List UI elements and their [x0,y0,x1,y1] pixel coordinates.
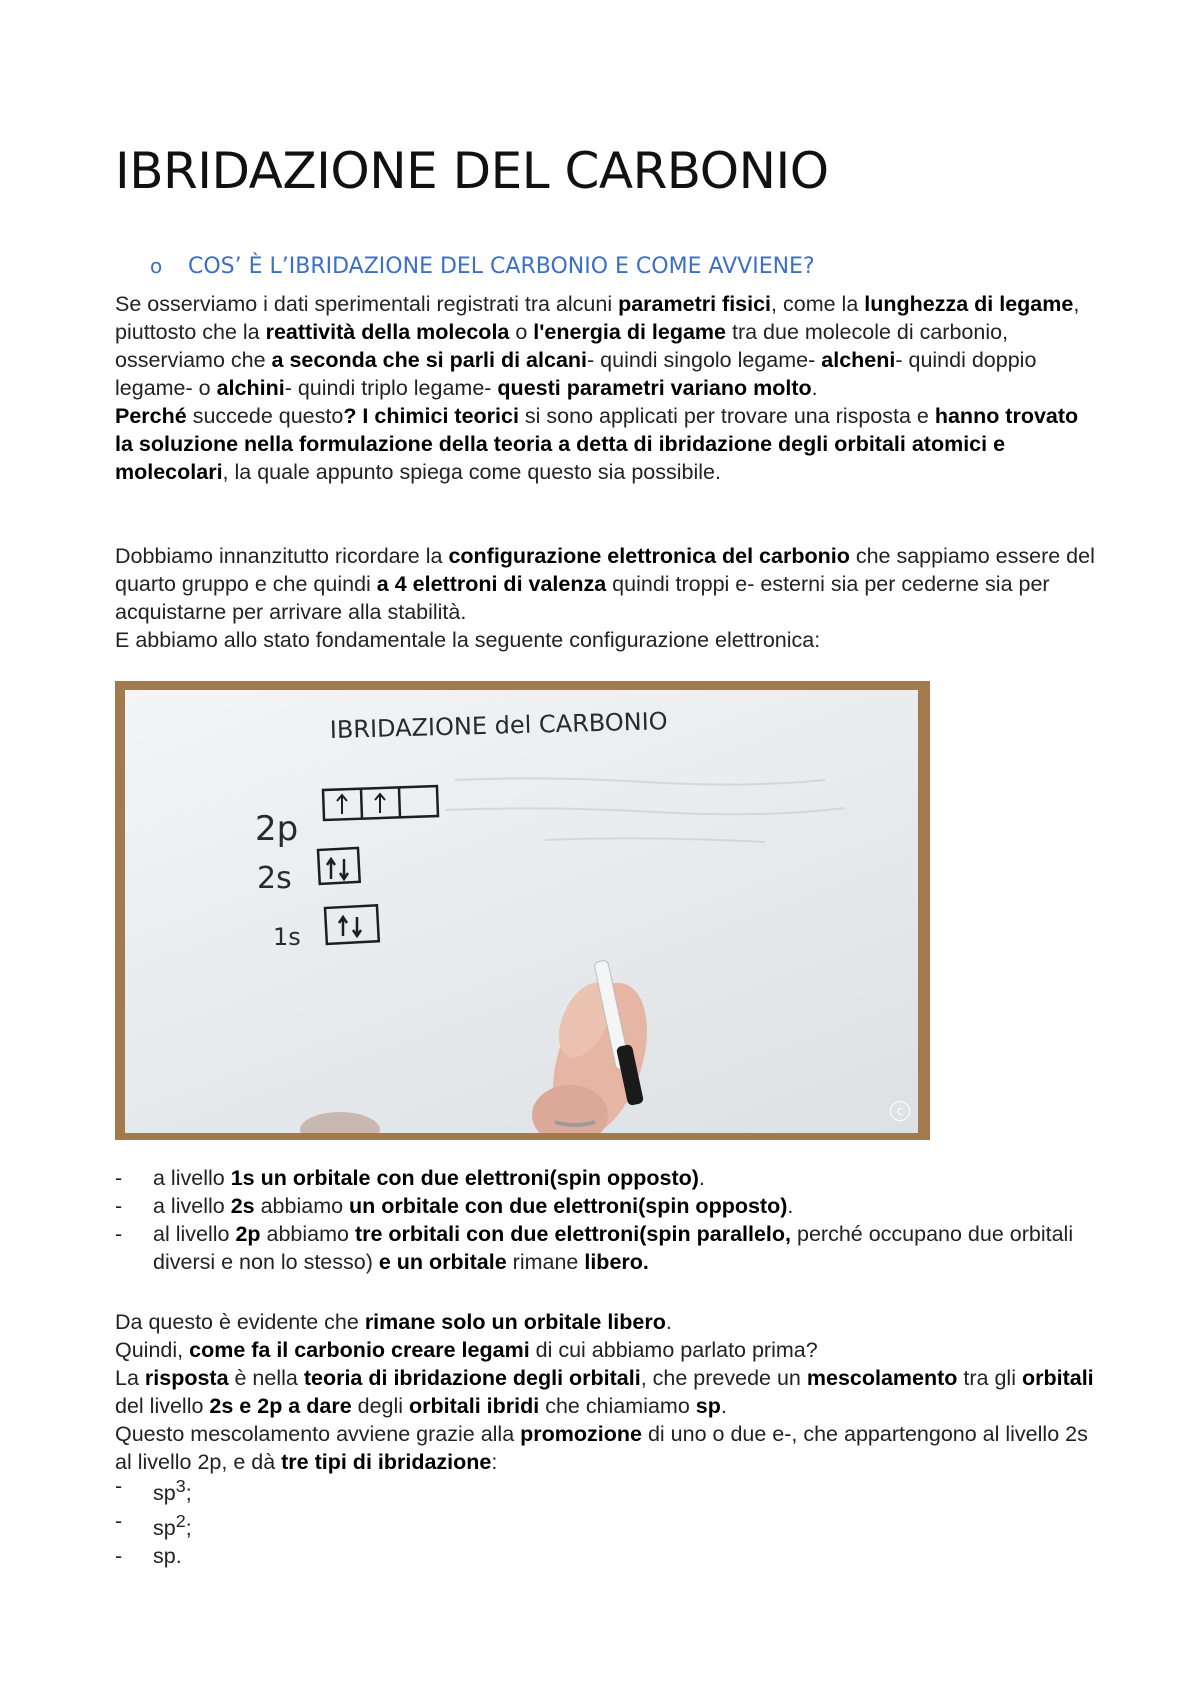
bold-text: 2s [230,1194,255,1218]
text: abbiamo [254,1194,350,1218]
bold-text: e un orbitale [378,1250,507,1274]
text: , piuttosto che la [115,292,1080,344]
text: che sappiamo essere del quarto gruppo e che quindi [115,544,1095,596]
bold-text: libero. [584,1250,649,1274]
bold-text: alchini [216,376,285,400]
text: La [115,1366,145,1390]
text: perché occupano due orbitali diversi e non lo stesso) [153,1222,1074,1274]
text: si sono applicati per trovare una risposta e [518,404,935,428]
dash-bullet: - [115,1166,123,1190]
orbital-box-1s [325,905,379,944]
text: . [665,1310,672,1334]
text: o [509,320,534,344]
level-label-2s: 2s [257,861,292,896]
bold-text: 2p [235,1222,261,1246]
text: Dobbiamo innanzitutto ricordare la [115,544,449,568]
section-heading-text: COS’ È L’IBRIDAZIONE DEL CARBONIO E COME AVVIENE? [188,254,815,279]
dash-bullet: - [115,1194,123,1218]
text: sp [153,1481,176,1506]
list-item [115,1192,1100,1220]
bold-text: ? I chimici teorici [343,404,519,428]
bold-text: parametri fisici [618,292,772,316]
text: succede questo [186,404,344,428]
dash-bullet: - [115,1544,123,1569]
text: E abbiamo allo stato fondamentale la seguente configurazione elettronica: [115,628,821,652]
text: tra gli [957,1366,1022,1390]
whiteboard-image [115,681,930,1140]
bold-text: orbitali ibridi [409,1394,540,1418]
text: quindi troppi e- esterni sia per cederne sia per acquistarne per arrivare alla stabilità. [115,572,1050,624]
text: ; [185,1516,192,1541]
text: a livello [153,1166,231,1190]
bold-text: a seconda che si parli di alcani [271,348,588,372]
bold-text: un orbitale con due elettroni(spin opposto) [349,1194,788,1218]
list-item [115,1220,1100,1276]
text: sp. [153,1544,182,1569]
bold-text: Perché [115,404,187,428]
text: Se osserviamo i dati sperimentali registrati tra alcuni [115,292,619,316]
bold-text: l'energia di legame [533,320,726,344]
list-item [115,1472,1100,1507]
bold-text: tre orbitali con due elettroni(spin parallelo, [354,1222,792,1246]
bold-text: hanno trovato la soluzione nella formulazione della teoria a detta di ibridazione degli orbitali atomici e molecolari [115,404,1079,484]
whiteboard-surface [125,690,918,1133]
superscript: 3 [175,1476,186,1496]
text: - quindi triplo legame- [284,376,498,400]
text: Questo mescolamento avviene grazie alla [115,1422,521,1446]
orbital-box-2s [318,848,360,884]
paragraph-configuration [115,542,1100,654]
text: abbiamo [260,1222,355,1246]
bold-text: a 4 elettroni di valenza [376,572,607,596]
bold-text: teoria di ibridazione degli orbitali [303,1366,641,1390]
bold-text: orbitali [1021,1366,1094,1390]
text: - quindi singolo legame- [587,348,822,372]
bold-text: promozione [520,1422,642,1446]
bold-text: sp [695,1394,721,1418]
dash-bullet: - [115,1509,123,1534]
text: del livello [115,1394,210,1418]
bold-text: tre tipi di ibridazione [281,1450,492,1474]
text: al livello [153,1222,236,1246]
bold-text: configurazione elettronica del carbonio [448,544,850,568]
text: Da questo è evidente che [115,1310,365,1334]
text: - quindi doppio legame- o [115,348,1037,400]
hybridization-types-list [115,1472,1100,1570]
bold-text: come fa il carbonio creare legami [189,1338,530,1362]
dash-bullet: - [115,1474,123,1498]
list-item [115,1542,1100,1570]
text: : [491,1450,498,1474]
text: a livello [153,1194,231,1218]
whiteboard-drawing [125,690,918,1133]
text: tra due molecole di carbonio, osserviamo che [115,320,1009,372]
page-title: IBRIDAZIONE DEL CARBONIO [115,142,829,200]
text: , che prevede un [640,1366,807,1390]
text: . [811,376,818,400]
orbital-list [115,1164,1100,1276]
text: sp [153,1516,176,1541]
text: Quindi, [115,1338,190,1362]
level-label-1s: 1s [273,923,301,951]
list-item [115,1507,1100,1542]
bold-text: 2s e 2p a dare [209,1394,352,1418]
dash-bullet: - [115,1222,123,1246]
text: degli [351,1394,410,1418]
bullet-icon: o [150,254,163,278]
bold-text: reattività della molecola [265,320,510,344]
level-label-2p: 2p [255,809,299,849]
paragraph-intro [115,290,1100,486]
bold-text: risposta [144,1366,229,1390]
bold-text: mescolamento [806,1366,958,1390]
bold-text: 1s un orbitale con due elettroni(spin opposto) [230,1166,699,1190]
list-item [115,1164,1100,1192]
bold-text: lunghezza di legame [864,292,1074,316]
bold-text: rimane solo un orbitale libero [364,1310,666,1334]
paragraph-hybridization [115,1308,1100,1476]
copyright-icon: c [890,1101,910,1121]
text: . [787,1194,794,1218]
text: è nella [228,1366,304,1390]
text: , la quale appunto spiega come questo sia possibile. [222,460,721,484]
text: di cui abbiamo parlato prima? [529,1338,818,1362]
text: rimane [506,1250,585,1274]
text: che chiamiamo [539,1394,696,1418]
text: , come la [771,292,865,316]
bold-text: questi parametri variano molto [497,376,812,400]
bold-text: alcheni [821,348,896,372]
text: . [698,1166,705,1190]
text: ; [185,1481,192,1506]
superscript: 2 [175,1511,186,1532]
section-heading [150,254,815,279]
text: di uno o due e-, che appartengono al livello 2s al livello 2p, e dà [115,1422,1088,1474]
board-title: IBRIDAZIONE del CARBONIO [329,707,668,744]
text: . [720,1394,727,1418]
hand-with-marker [532,960,665,1133]
